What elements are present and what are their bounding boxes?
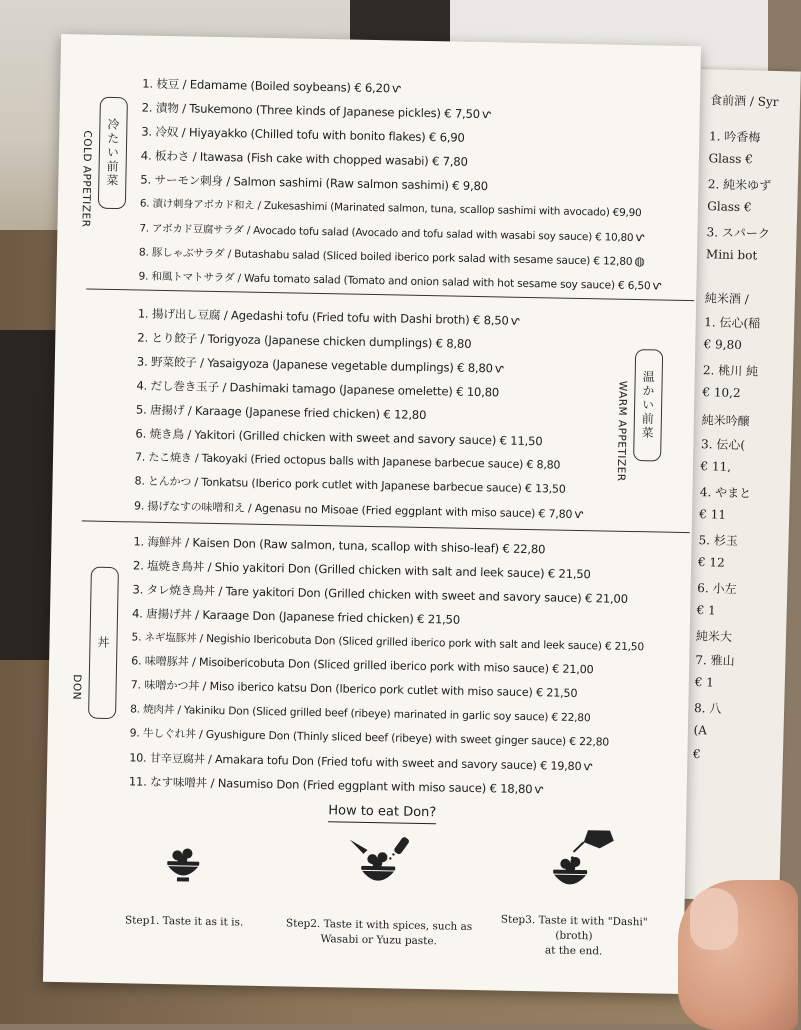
don-item: 7. 味噌かつ丼 / Miso iberico katsu Don (Iberico pork cutlet with miso sauce) € 21,50	[130, 678, 578, 700]
vegan-icon: ⱱ	[574, 506, 584, 522]
step1-text: Step1. Taste it as it is.	[124, 914, 244, 929]
warm-item: 5. 唐揚げ / Karaage (Japanese fried chicken) € 12,80	[135, 402, 427, 423]
step3-text	[484, 912, 665, 960]
rp-line: Glass €	[707, 199, 752, 215]
cold-item: 3. 冷奴 / Hiyayakko (Chilled tofu with bonito flakes) € 6,90	[141, 124, 465, 145]
don-item: 10. 甘辛豆腐丼 / Amakara tofu Don (Fried tofu with sweet and savory sauce) € 19,80 ⱱ	[129, 751, 593, 774]
don-item: 6. 味噌豚丼 / Misoibericobuta Don (Sliced grilled iberico pork with miso sauce) € 21,00	[131, 654, 594, 677]
warm-item: 9. 揚げなすの味噌和え / Agenasu no Misoae (Fried eggplant with miso sauce) € 7,80 ⱱ	[133, 499, 584, 522]
cold-item: 8. 豚しゃぶサラダ / Butashabu salad (Sliced boiled iberico pork salad with sesame sauce) € 12,80 ◍	[138, 246, 645, 269]
rp-line: 3. スパーク	[706, 225, 771, 241]
warm-item: 7. たこ焼き / Takoyaki (Fried octopus balls with Japanese barbecue sauce) € 8,80	[134, 450, 561, 472]
step2-text	[284, 916, 475, 950]
cold-item: 1. 枝豆 / Edamame (Boiled soybeans) € 6,20 ⱱ	[142, 76, 401, 96]
rp-line: (A	[693, 723, 708, 738]
rp-line: 2. 純米ゆず	[707, 177, 772, 193]
rp-line: € 11,	[700, 459, 732, 474]
cold-appetizer-label-jp: 冷たい前菜	[98, 97, 128, 210]
cold-item: 7. アボカド豆腐サラダ / Avocado tofu salad (Avocado and tofu salad with wasabi soy sauce) € 10,80 ⱱ	[139, 222, 645, 245]
vegan-icon: ⱱ	[494, 361, 504, 376]
rp-line: 4. やまと	[699, 485, 752, 501]
rp-line: € 12	[697, 555, 725, 570]
rp-line: € 1	[696, 603, 716, 618]
don-item: 11. なす味噌丼 / Nasumiso Don (Fried eggplant with miso sauce) € 18,80 ⱱ	[128, 774, 544, 797]
bowl-with-dashi-icon	[547, 827, 620, 894]
warm-item: 4. だし巻き玉子 / Dashimaki tamago (Japanese omelette) € 10,80	[136, 378, 500, 400]
cold-item: 5. サーモン刺身 / Salmon sashimi (Raw salmon sashimi) € 9,80	[140, 172, 489, 194]
cold-appetizer-label-en: COLD APPETIZER	[79, 130, 94, 228]
vegan-icon: ⱱ	[534, 782, 544, 797]
warm-appetizer-label-en: WARM APPETIZER	[614, 380, 629, 482]
rp-line: 8. 八	[693, 701, 722, 716]
step2-line1: Step2. Taste it with spices, such as	[285, 917, 473, 933]
warm-item: 6. 焼き鳥 / Yakitori (Grilled chicken with sweet and savory sauce) € 11,50	[135, 426, 543, 449]
rp-line: 純米吟醸	[701, 413, 750, 429]
gluten-icon: ◍	[634, 253, 645, 269]
rp-line: Mini bot	[705, 247, 758, 263]
vegan-icon: ⱱ	[652, 278, 662, 293]
warm-item: 2. とり餃子 / Torigyoza (Japanese chicken dumplings) € 8,80	[137, 330, 472, 351]
rp-line: 純米酒 /	[704, 291, 749, 307]
warm-item: 8. とんかつ / Tonkatsu (Iberico pork cutlet with Japanese barbecue sauce) € 13,50	[134, 474, 566, 496]
rp-line: Glass €	[708, 151, 754, 167]
step3-line1: Step3. Taste it with "Dashi" (broth)	[500, 913, 648, 943]
menu-page	[43, 34, 701, 994]
vegan-icon: ⱱ	[510, 313, 520, 328]
cold-item: 2. 漬物 / Tsukemono (Three kinds of Japanese pickles) € 7,50 ⱱ	[141, 100, 491, 122]
vegan-icon: ⱱ	[635, 230, 645, 245]
rp-line: €	[692, 746, 701, 762]
don-item: 9. 牛しぐれ丼 / Gyushigure Don (Thinly sliced beef (ribeye) with sweet ginger sauce) € 22,80	[129, 726, 610, 749]
cold-item: 6. 漬け刺身アボカド和え / Zukesashimi (Marinated salmon, tuna, scallop sashimi with avocado) €9,90	[139, 197, 642, 220]
don-label-en: DON	[70, 674, 83, 701]
bowl-with-spices-icon	[347, 832, 414, 891]
how-to-eat-title: How to eat Don?	[328, 803, 436, 824]
don-item: 4. 唐揚げ丼 / Karaage Don (Japanese fried chicken) € 21,50	[131, 606, 461, 627]
don-label-jp: 丼	[88, 567, 119, 720]
rp-line: 純米大	[695, 629, 733, 644]
rp-line: 1. 伝心(稲	[704, 315, 761, 331]
don-item: 2. 塩焼き鳥丼 / Shio yakitori Don (Grilled chicken with salt and leek sauce) € 21,50	[132, 558, 591, 582]
rp-line: 3. 伝心(	[700, 437, 746, 453]
vegan-icon: ⱱ	[481, 107, 491, 122]
rp-line: € 11	[699, 507, 727, 522]
cold-item: 9. 和風トマトサラダ / Wafu tomato salad (Tomato and onion salad with hot sesame soy sauce) € 6,50 ⱱ	[138, 270, 662, 293]
thumb-nail	[690, 888, 738, 950]
rp-line: € 9,80	[703, 337, 743, 353]
rp-line: 2. 桃川 純	[702, 363, 759, 379]
warm-appetizer-label-jp: 温かい前菜	[633, 349, 663, 462]
warm-item: 3. 野菜餃子 / Yasaigyoza (Japanese vegetable dumplings) € 8,80 ⱱ	[136, 354, 504, 376]
rp-line: 1. 吟香梅	[708, 129, 761, 145]
cold-item: 4. 板わさ / Itawasa (Fish cake with chopped wasabi) € 7,80	[140, 148, 468, 169]
warm-item: 1. 揚げ出し豆腐 / Agedashi tofu (Fried tofu with Dashi broth) € 8,50 ⱱ	[137, 306, 520, 328]
don-item: 5. ネギ塩豚丼 / Negishio Ibericobuta Don (Sliced grilled iberico pork with salt and leek sauce) € 21,50	[131, 631, 645, 654]
don-item: 3. タレ焼き鳥丼 / Tare yakitori Don (Grilled chicken with sweet and savory sauce) € 21,00	[132, 582, 628, 606]
step2-line2: Wasabi or Yuzu paste.	[320, 933, 438, 948]
don-item: 1. 海鮮丼 / Kaisen Don (Raw salmon, tuna, scallop with shiso-leaf) € 22,80	[133, 534, 546, 557]
rp-line: 7. 雅山	[695, 653, 735, 669]
step3-line2: at the end.	[544, 944, 603, 958]
section-divider	[82, 520, 690, 533]
rp-line: 6. 小左	[697, 581, 737, 597]
don-item: 8. 焼肉丼 / Yakiniku Don (Sliced grilled beef (ribeye) marinated in garlic soy sauce) € 22,80	[130, 703, 591, 725]
vegan-icon: ⱱ	[583, 759, 593, 774]
rp-line: € 10,2	[702, 385, 741, 401]
rp-line: € 1	[694, 675, 715, 690]
rp-line: 食前酒 / Syr	[709, 93, 779, 110]
vegan-icon: ⱱ	[391, 81, 401, 96]
bowl-icon	[163, 844, 204, 885]
rp-line: 5. 杉玉	[698, 533, 738, 549]
